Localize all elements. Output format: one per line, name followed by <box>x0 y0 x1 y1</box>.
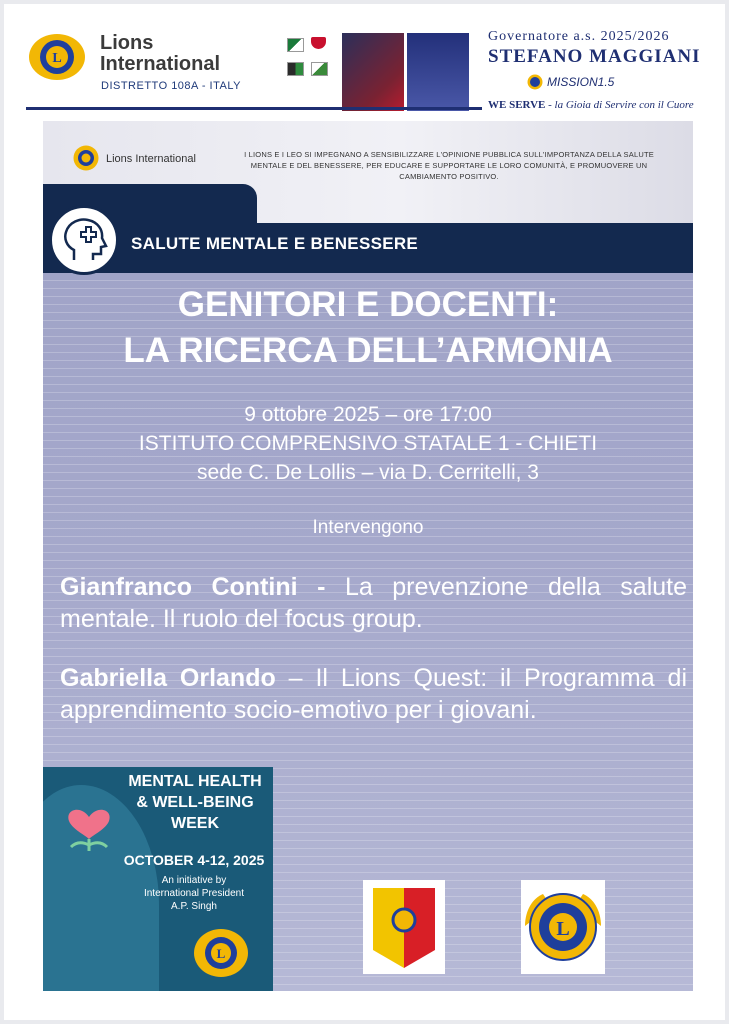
badge-line: & WELL-BEING <box>136 794 254 811</box>
district-banner-image <box>342 33 404 111</box>
mental-health-week-badge <box>43 767 273 991</box>
poster-brand: Lions International <box>106 153 196 165</box>
club-pennant <box>363 880 445 974</box>
lions-logo-icon <box>193 927 249 979</box>
governor-term: Governatore a.s. 2025/2026 <box>488 29 670 44</box>
lions-mini-logo-icon <box>527 74 543 90</box>
svg-text:L: L <box>216 946 226 961</box>
region-flag-icon <box>311 62 328 76</box>
event-date-time: 9 ottobre 2025 – ore 17:00 <box>244 403 492 426</box>
event-poster <box>43 121 693 991</box>
region-shield-icon <box>311 37 326 49</box>
event-venue: ISTITUTO COMPRENSIVO STATALE 1 - CHIETI <box>138 432 598 455</box>
lions-statement: I LIONS E I LEO SI IMPEGNANO A SENSIBILIZZARE L'OPINIONE PUBBLICA SULL'IMPORTANZA DELLA SALUTE MENTALE E DEL BENESSERE, PER EDUCARE E SUPPORTARE LE LORO COMUNITÀ, E PROMUOVERE UN CAMBIAMENTO POSITIVO. <box>244 150 654 181</box>
badge-line: MENTAL HEALTH <box>128 773 262 790</box>
district-label: DISTRETTO 108A - ITALY <box>101 80 241 92</box>
flyer-page <box>4 4 725 1020</box>
badge-dates: OCTOBER 4-12, 2025 <box>123 852 265 868</box>
lions-logo-icon <box>28 32 86 82</box>
event-title-line2: LA RICERCA DELL’ARMONIA <box>123 331 613 370</box>
heart-plant-icon <box>57 793 121 853</box>
svg-text:L: L <box>556 918 570 940</box>
italy-map-image <box>407 33 469 111</box>
brand-name: Lions International <box>100 32 221 75</box>
badge-line: WEEK <box>171 815 219 832</box>
speaker-entry: Gabriella Orlando – Il Lions Quest: il Programma di apprendimento socio-emotivo per i giovani. <box>60 664 687 724</box>
region-flag-icon <box>287 62 304 76</box>
header-divider <box>26 107 482 110</box>
lions-club-logo <box>521 880 605 974</box>
badge-subtitle: An initiative by International President A.P. Singh <box>143 875 245 912</box>
region-flag-icon <box>287 38 304 52</box>
lions-logo-icon <box>73 145 99 171</box>
topic-title: SALUTE MENTALE E BENESSERE <box>131 234 419 253</box>
speaker-entry: Gianfranco Contini - La prevenzione della salute mentale. Il ruolo del focus group. <box>60 573 688 633</box>
svg-text:L: L <box>52 51 62 66</box>
event-title-line1: GENITORI E DOCENTI: <box>177 285 559 324</box>
governor-name: STEFANO MAGGIANI <box>488 46 701 67</box>
mission-label: MISSION1.5 <box>547 75 615 89</box>
event-address: sede C. De Lollis – via D. Cerritelli, 3 <box>197 461 539 484</box>
speakers-heading: Intervengono <box>312 517 424 538</box>
we-serve-motto: WE SERVE - la Gioia di Servire con il Cuore <box>488 99 694 111</box>
mental-health-icon <box>49 205 119 275</box>
